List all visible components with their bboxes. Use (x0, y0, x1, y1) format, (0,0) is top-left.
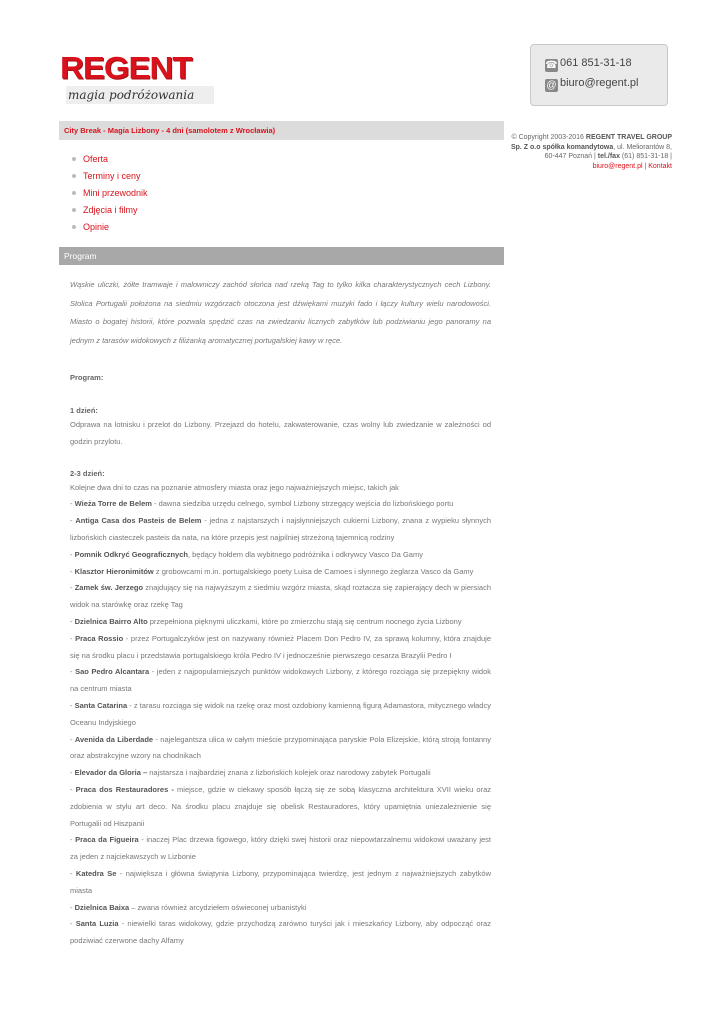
sight-name: Katedra Se (75, 868, 117, 878)
list-item (70, 564, 491, 581)
sight-name: Antiga Casa dos Pasteis de Belem (75, 516, 202, 526)
company-name: REGENT TRAVEL GROUP (585, 134, 672, 141)
sight-name: Zamek św. Jerzego (74, 583, 144, 593)
sight-name: Santa Luzia (75, 919, 119, 929)
separator: | (642, 162, 649, 170)
list-item (70, 782, 491, 832)
list-item (70, 513, 491, 547)
contact-box (530, 44, 668, 106)
sight-name: Praca Rossio (75, 633, 124, 643)
copyright-block (505, 133, 672, 171)
section-title: Program (59, 247, 504, 265)
list-item (70, 698, 491, 732)
sight-name: Avenida da Liberdade (74, 734, 154, 744)
company-type: Sp. Z o.o spółka komandytowa (510, 143, 614, 151)
page-title: City Break - Magia Lizbony - 4 dni (samolotem z Wrocławia) (59, 121, 504, 140)
list-item (70, 832, 491, 866)
list-dash: - (70, 549, 75, 559)
list-dash: - (70, 919, 76, 929)
sight-description: znajdujący się na najwyższym z siedmiu wzgórz miasta, skąd roztacza się zapierający dech w piersiach widok na starówkę oraz rzekę Tag (70, 583, 491, 610)
menu-item-oferta[interactable]: Oferta (70, 153, 148, 170)
sight-name: Praca da Figueira (75, 835, 139, 845)
day23-title: 2-3 dzień: (70, 468, 105, 478)
footer-email-link[interactable]: biuro@regent.pl (592, 162, 643, 170)
sight-description: - inaczej Plac drzewa figowego, który dzięki swej historii oraz niepowtarzalnemu widokowi uważany jest za jeden z najciekawszych w Lizbonie (70, 835, 492, 862)
list-item (70, 547, 491, 564)
sight-description: - najelegantsza ulica w całym mieście przypominająca paryskie Pola Elizejskie, którą stroją fontanny oraz abstrakcyjne wzory na chodnikach (70, 734, 491, 761)
sight-description: przepełniona pięknymi uliczkami, które po zmierzchu stają się centrum nocnego życia Lizbony (147, 616, 462, 626)
logo-wordmark: REGENT (60, 49, 192, 86)
menu-item-przewodnik[interactable]: Mini przewodnik (70, 187, 148, 204)
sight-name: Elevador da Gloria – (74, 768, 148, 778)
list-dash: - (70, 768, 75, 778)
sight-description: - największa i główna świątynia Lizbony, przypominająca twierdzę, jest jednym z najważniejszych zabytków miasta (70, 868, 491, 895)
menu-item-zdjecia[interactable]: Zdjęcia i filmy (70, 204, 148, 221)
sight-description: najstarsza i najbardziej znana z lizbońskich kolejek oraz narodowy zabytek Portugalii (147, 768, 431, 778)
contact-email[interactable] (545, 77, 638, 92)
sight-description: - dawna siedziba urzędu celnego, symbol Lizbony strzegący wejścia do lizbońskiego portu (151, 499, 454, 509)
day23-lead: Kolejne dwa dni to czas na poznanie atmosfery miasta oraz jego najważniejszych miejsc, takich jak (70, 482, 399, 492)
intro-text: Wąskie uliczki, żółte tramwaje i malowniczy zachód słońca nad rzeką Tag to tylko kilka charakterystycznych cech Lizbony. Stolica Portugalii położona na siedmiu wzgórzach otoczona jest dźwiękami muzyki fado i łączy kultury wielu narodowości. Miasto o bogatej historii, które pozwala spędzić czas na zwiedzaniu licznych zabytków lub podziwianiu jego panoramy na jednym z tarasów widokowych z filiżanką aromatycznej portugalskiej kawy w ręce. (70, 280, 491, 345)
sight-name: Wieża Torre de Belem (74, 499, 152, 509)
program-content (70, 276, 491, 950)
menu-item-opinie[interactable]: Opinie (70, 221, 148, 238)
list-item (70, 631, 491, 665)
program-label: Program: (70, 373, 104, 382)
sight-name: Dzielnica Baixa (74, 902, 130, 912)
sight-description: - jedna z najstarszych i najsłynniejszych cukierni Lizbony, znana z wypieku słynnych lizbońskich ciasteczek pasteis da nata, na które przepis jest najpilniej strzeżoną tajemnicą rodziny (70, 516, 491, 542)
sight-description: - jeden z najpopularniejszych punktów widokowych Lizbony, z którego rozciąga się przepiękny widok na centrum miasta (70, 667, 491, 694)
email-address[interactable]: biuro@regent.pl (560, 77, 639, 89)
sight-description: , będący hołdem dla wybitnego podróżnika i odkrywcy Vasco Da Gamy (187, 549, 423, 559)
sight-description: - przez Portugalczyków jest on nazywany również Placem Don Pedro IV, za sprawą kolumny, która znajduje się na środku placu i przedstawia portugalskiego króla Pedro IV i jednocześnie pierwszego cesarza Brazylii Pedro I (70, 633, 491, 660)
sight-name: Praca dos Restauradores - (75, 784, 174, 794)
list-item (70, 732, 491, 766)
list-dash: - (70, 902, 75, 912)
company-city: 60-447 Poznań | (544, 153, 598, 161)
regent-logo[interactable] (60, 50, 212, 106)
sight-description: - niewielki taras widokowy, gdzie przychodzą zarówno turyści jak i mieszkańcy Lizbony, aby odpocząć oraz podziwiać czerwone dachy Alfamy (70, 919, 491, 946)
day1-text: Odprawa na lotnisku i przelot do Lizbony. Przejazd do hotelu, zakwaterowanie, czas wolny lub zwiedzanie w zależności od godzin przylotu. (70, 420, 491, 446)
list-dash: - (70, 633, 76, 643)
at-icon: @ (546, 80, 557, 91)
list-dash: - (70, 784, 76, 794)
list-item (70, 664, 491, 698)
list-item (70, 866, 491, 900)
list-item (70, 916, 491, 950)
list-item (70, 580, 491, 614)
phone-icon: ☎ (545, 60, 558, 71)
sight-description: miejsce, gdzie w ciekawy sposób łączą się ze sobą klasyczna architektura XVII wieku oraz zdobienia w stylu art deco. Na środku placu znajduje się obelisk Restauradores, który upamiętnia uniezależnienie się Portugalii od Hiszpanii (70, 784, 491, 828)
phone-number: 061 851-31-18 (560, 57, 632, 69)
tel-fax-label: tel./fax (597, 153, 620, 161)
sight-name: Klasztor Hieronimitów (74, 566, 154, 576)
copyright-text: © Copyright 2003-2016 (511, 134, 586, 141)
sight-name: Santa Catarina (74, 700, 128, 710)
list-dash: - (70, 700, 75, 710)
list-dash: - (70, 868, 76, 878)
list-item (70, 765, 491, 782)
list-item (70, 496, 491, 513)
sight-description: - z tarasu rozciąga się widok na rzekę oraz most ozdobiony kamienną figurą Adamastora, mitycznego władcy Oceanu Indyjskiego (70, 700, 491, 727)
menu-item-terminy[interactable]: Terminy i ceny (70, 170, 148, 187)
day1-title: 1 dzień: (70, 406, 98, 415)
offer-menu (70, 153, 148, 238)
sight-description: z grobowcami m.in. portugalskiego poety Luisa de Camoes i słynnego żeglarza Vasco da Gamy (153, 566, 474, 576)
list-dash: - (70, 499, 75, 509)
sight-name: Sao Pedro Alcantara (75, 667, 150, 677)
tel-fax-number: (61) 851-31-18 | (619, 153, 672, 161)
footer-contact-link[interactable]: Kontakt (648, 162, 672, 170)
list-dash: - (70, 835, 76, 845)
list-item (70, 900, 491, 917)
list-dash: - (70, 734, 75, 744)
sight-name: Dzielnica Bairro Alto (74, 616, 148, 626)
contact-phone (545, 57, 632, 72)
list-dash: - (70, 667, 76, 677)
company-address: , ul. Meliorantów 8, (613, 143, 672, 151)
list-dash: - (70, 516, 76, 526)
sight-name: Pomnik Odkryć Geograficznych (74, 549, 188, 559)
sights-list (70, 496, 491, 950)
sight-description: – zwana również arcydziełem oświeconej urbanistyki (129, 902, 307, 912)
logo-tagline: magia podróżowania (66, 86, 214, 104)
list-dash: - (70, 566, 75, 576)
list-item (70, 614, 491, 631)
list-dash: - (70, 616, 75, 626)
list-dash: - (70, 583, 75, 593)
